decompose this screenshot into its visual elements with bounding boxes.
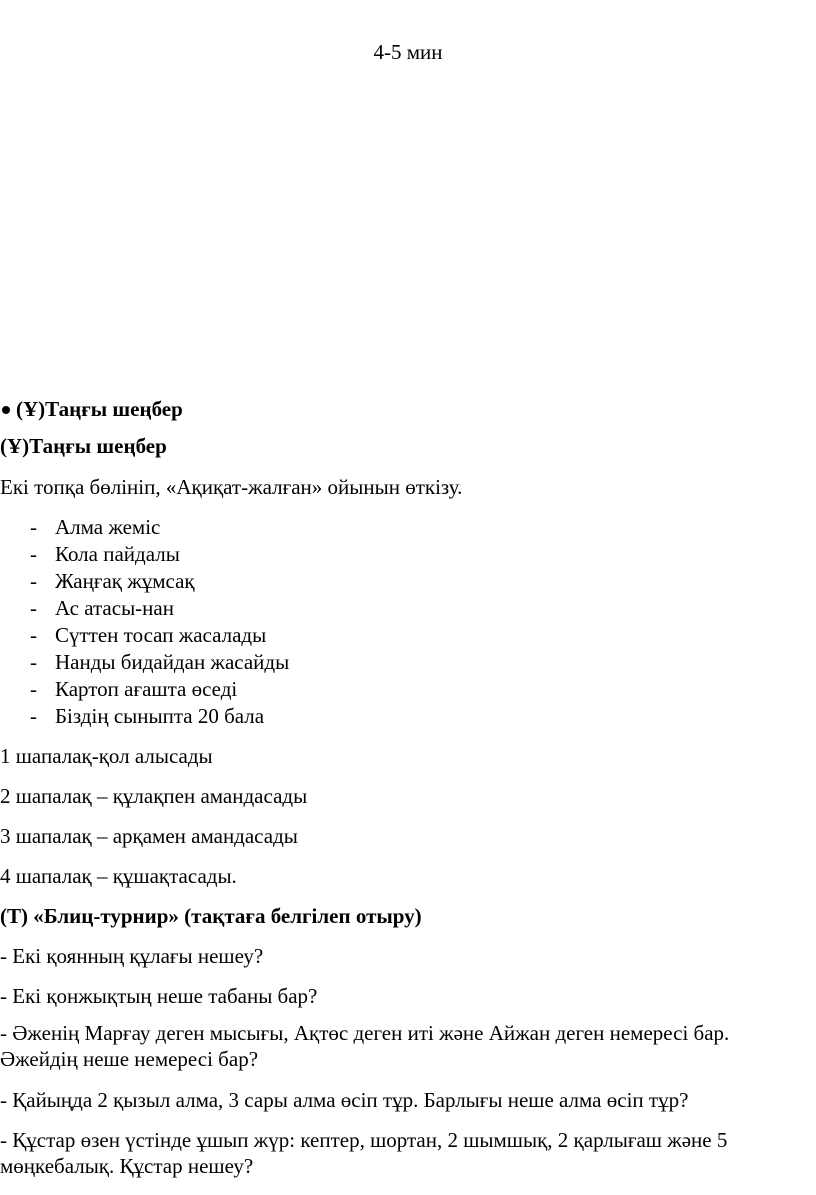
list-item-text: Нанды бидайдан жасайды [55,650,290,674]
list-item-text: Кола пайдалы [55,542,180,566]
clap-instruction: 4 шапалақ – құшақтасады. [0,864,237,888]
question: - Екі қоянның құлағы нешеу? [0,944,264,968]
list-item-text: Біздің сыныпта 20 бала [55,704,265,728]
list-item-text: Сүттен тосап жасалады [55,623,267,647]
section-heading: (Ұ)Таңғы шеңбер [0,434,167,458]
question: - Әженің Марғау деген мысығы, Ақтөс деген иті және Айжан деген немересі бар. Әжейдің неше немересі бар? [0,1021,730,1071]
list-item [30,623,266,648]
list-item [30,650,289,675]
dash-marker: - [30,677,37,701]
bullet-icon [2,406,10,414]
list-item-text: Ас атасы-нан [55,596,174,620]
list-item-text: Алма жеміс [55,515,161,539]
dash-marker: - [30,596,37,620]
list-item [30,569,195,594]
question: - Қайыңда 2 қызыл алма, 3 сары алма өсіп тұр. Барлығы неше алма өсіп тұр? [0,1088,689,1112]
clap-instruction: 1 шапалақ-қол алысады [0,744,213,768]
list-item [30,542,180,567]
dash-marker: - [30,623,37,647]
bullet-heading-text: (Ұ)Таңғы шеңбер [16,397,183,421]
question: - Екі қонжықтың неше табаны бар? [0,984,318,1008]
list-item-text: Жаңғақ жұмсақ [55,569,195,593]
list-item [30,515,160,540]
dash-marker: - [30,542,37,566]
time-label: 4-5 мин [373,40,443,64]
question: - Құстар өзен үстінде ұшып жүр: кептер, шортан, 2 шымшық, 2 қарлығаш және 5 мөңкебалық. Құстар нешеу? [0,1128,728,1178]
clap-instruction: 3 шапалақ – арқамен амандасады [0,824,298,848]
list-item [30,704,264,729]
blitz-heading: (Т) «Блиц-турнир» (тақтаға белгілеп отыру) [0,904,422,928]
intro-text: Екі топқа бөлініп, «Ақиқат-жалған» ойынын өткізу. [0,475,463,499]
list-item [30,677,237,702]
dash-marker: - [30,569,37,593]
list-item-text: Картоп ағашта өседі [55,677,238,701]
dash-marker: - [30,515,37,539]
clap-instruction: 2 шапалақ – құлақпен амандасады [0,784,308,808]
list-item [30,596,174,621]
dash-marker: - [30,704,37,728]
bullet-heading [0,397,183,422]
dash-marker: - [30,650,37,674]
